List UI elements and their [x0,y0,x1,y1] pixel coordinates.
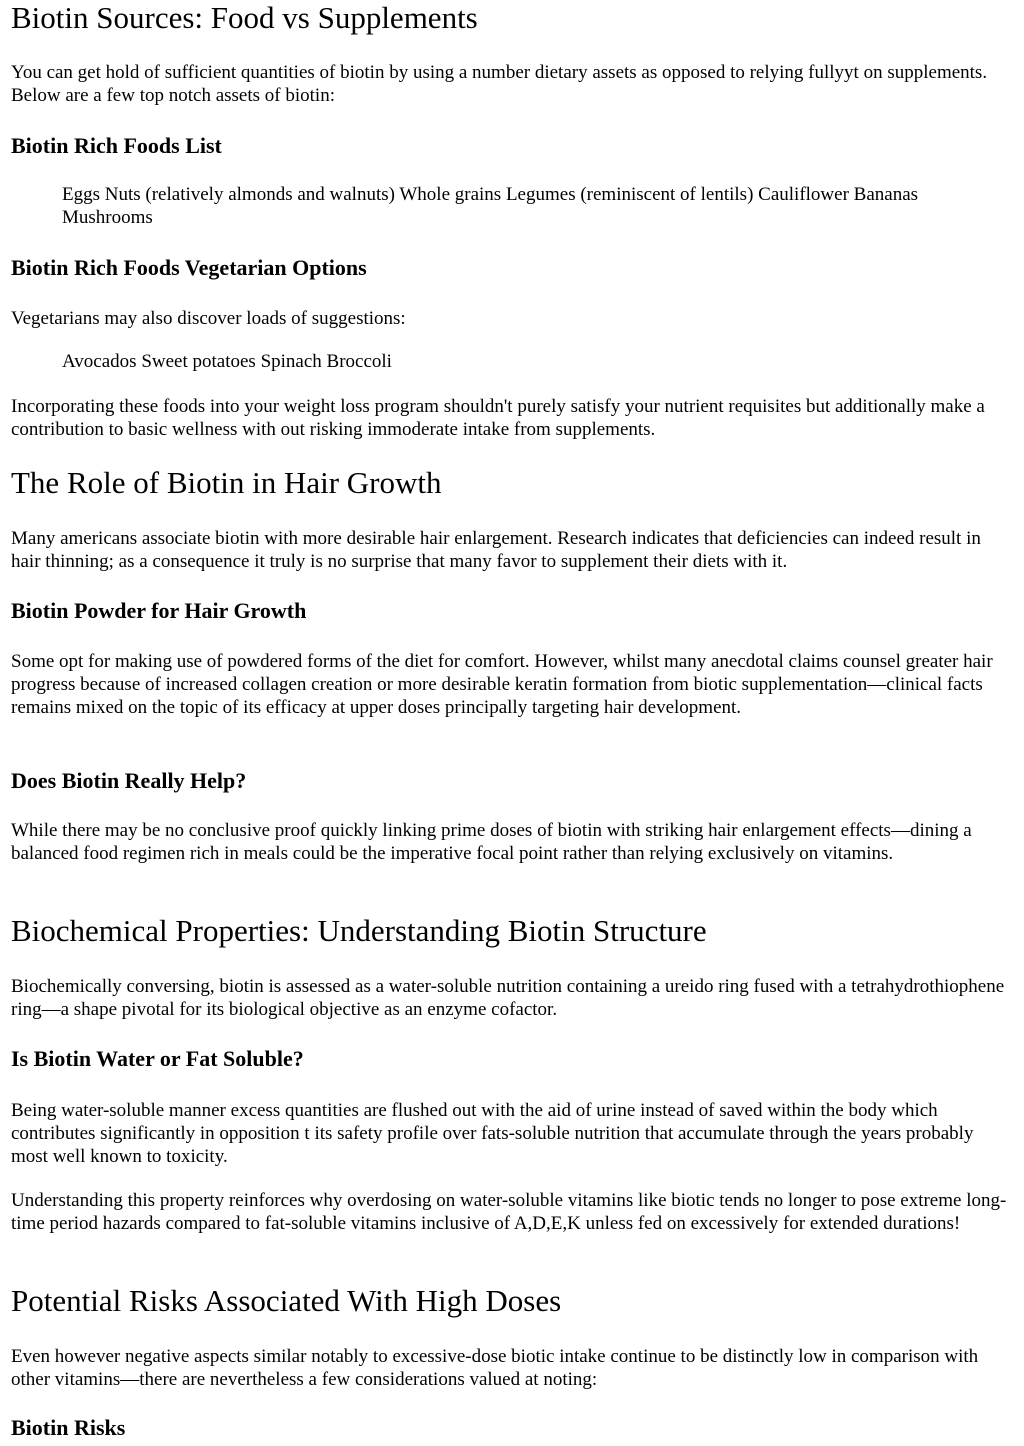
section-heading-biochemical-properties: Biochemical Properties: Understanding Biotin Structure [11,913,707,948]
subheading-vegetarian-options: Biotin Rich Foods Vegetarian Options [11,255,367,280]
subheading-biotin-risks: Biotin Risks [11,1415,126,1440]
section-heading-potential-risks: Potential Risks Associated With High Doses [11,1283,562,1318]
vegetarian-list-text: Avocados Sweet potatoes Spinach Broccoli [62,351,392,372]
hair-growth-intro-paragraph: Many americans associate biotin with more desirable hair enlargement. Research indicates that deficiencies can indeed result in hair thinning; as a consequence it truly is no surprise that many favor to supplement their diets with it. [11,528,981,572]
subheading-does-biotin-help: Does Biotin Really Help? [11,768,247,793]
water-soluble-paragraph: Being water-soluble manner excess quantities are flushed out with the aid of urine instead of saved within the body which contributes significantly in opposition t its safety profile over fats-soluble nutrition that accumulate through the years probably most well known to toxicity. [11,1100,974,1167]
vegetarian-intro-paragraph: Vegetarians may also discover loads of suggestions: [11,308,406,329]
biotin-powder-paragraph: Some opt for making use of powdered forms of the diet for comfort. However, whilst many anecdotal claims counsel greater hair progress because of increased collagen creation or more desirable keratin formation from biotic supplementation—clinical facts remains mixed on the topic of its efficacy at upper doses principally targeting hair development. [11,651,993,718]
subheading-biotin-powder: Biotin Powder for Hair Growth [11,598,307,623]
section-heading-biotin-sources: Biotin Sources: Food vs Supplements [11,0,478,35]
does-biotin-help-paragraph: While there may be no conclusive proof quickly linking prime doses of biotin with striking hair enlargement effects—dining a balanced food regimen rich in meals could be the imperative focal point rather than relying exclusively on vitamins. [11,820,972,864]
biochemical-intro-paragraph: Biochemically conversing, biotin is assessed as a water-soluble nutrition containing a ureido ring fused with a tetrahydrothiophene ring—a shape pivotal for its biological objective as an enzyme cofactor. [11,976,1005,1020]
food-list-text: Eggs Nuts (relatively almonds and walnuts) Whole grains Legumes (reminiscent of lentils) Cauliflower Bananas Mushrooms [62,184,919,228]
incorporating-foods-paragraph: Incorporating these foods into your weight loss program shouldn't purely satisfy your nutrient requisites but additionally make a contribution to basic wellness with out risking immoderate intake from supplements. [11,396,985,440]
subheading-rich-foods-list: Biotin Rich Foods List [11,133,222,158]
potential-risks-intro-paragraph: Even however negative aspects similar notably to excessive-dose biotic intake continue to be distinctly low in comparison with other vitamins—there are nevertheless a few considerations valued at noting: [11,1346,979,1390]
understanding-property-paragraph: Understanding this property reinforces why overdosing on water-soluble vitamins like biotic tends no longer to pose extreme long-time period hazards compared to fat-soluble vitamins inclusive of A,D,E,K unless fed on excessively for extended durations! [11,1190,1007,1234]
subheading-water-or-fat-soluble: Is Biotin Water or Fat Soluble? [11,1046,304,1071]
section-heading-hair-growth: The Role of Biotin in Hair Growth [11,465,442,500]
section-intro-paragraph: You can get hold of sufficient quantities of biotin by using a number dietary assets as opposed to relying fullyyt on supplements. Below are a few top notch assets of biotin: [11,62,988,106]
